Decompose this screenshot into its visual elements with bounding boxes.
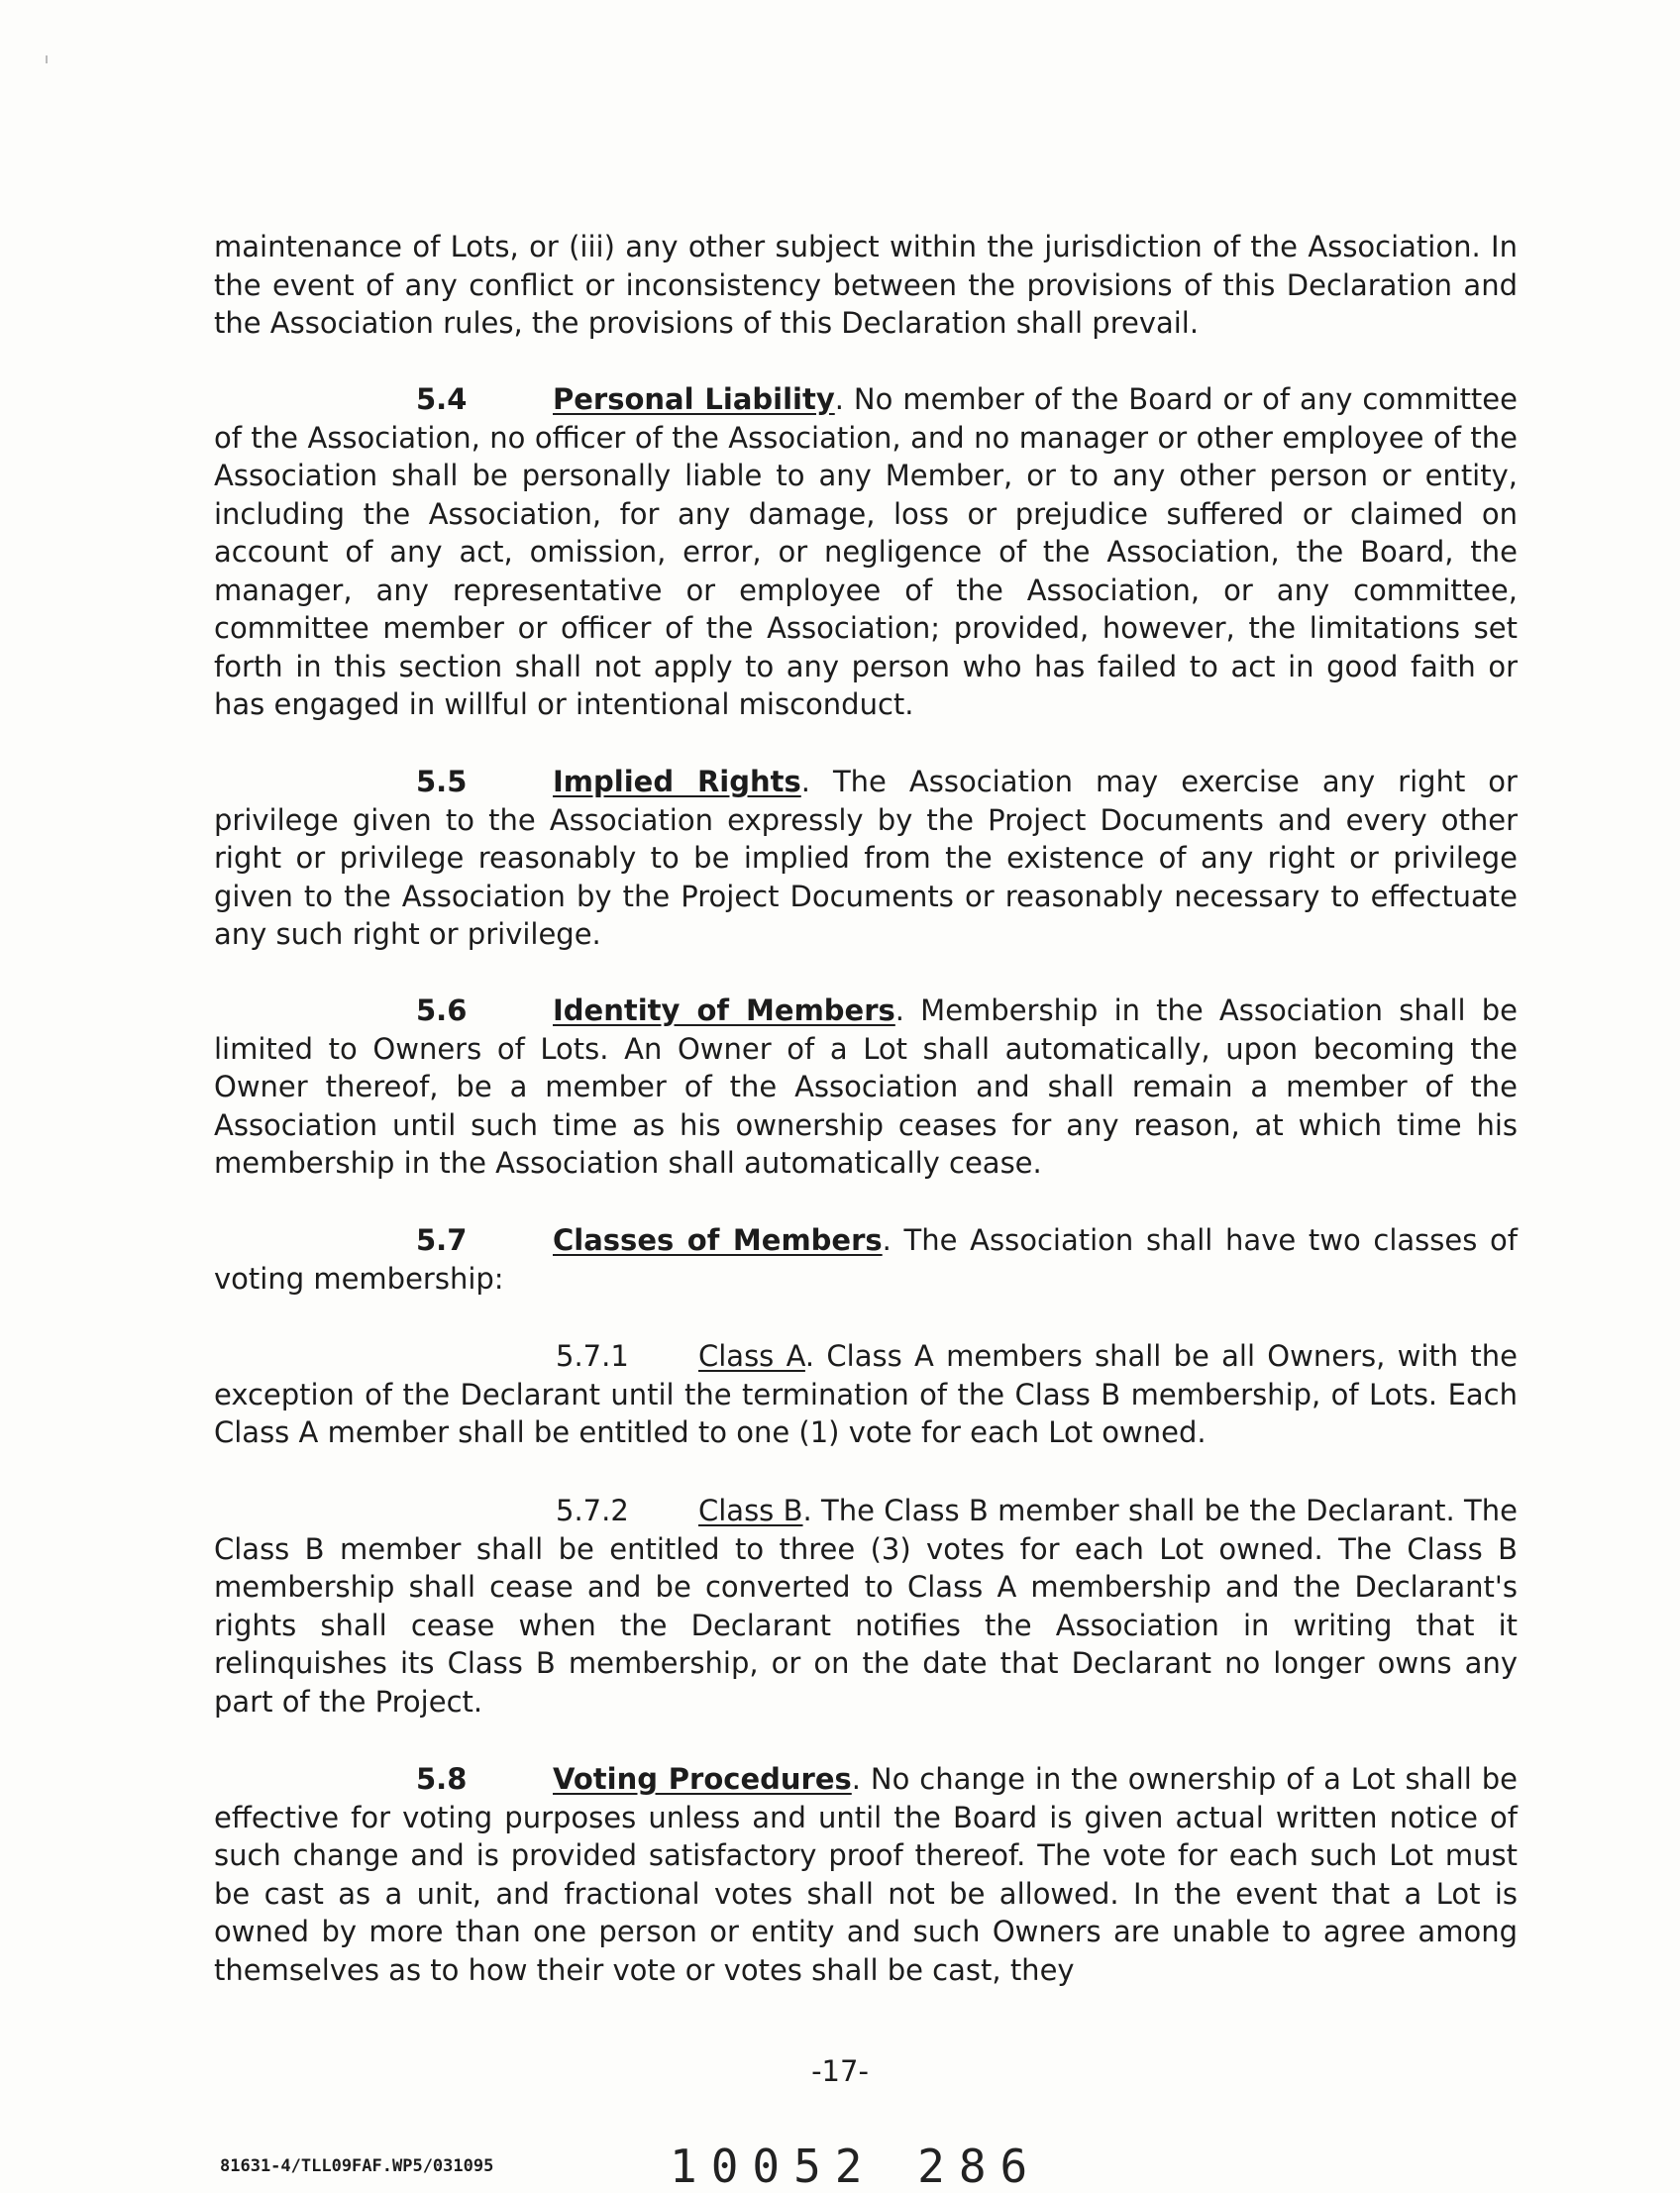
subsection-5-7-2 [214, 1492, 1518, 1721]
section-5-8 [214, 1760, 1518, 1989]
section-number: 5.6 [416, 993, 468, 1027]
subsection-number: 5.7.2 [556, 1494, 629, 1527]
section-5-4 [214, 380, 1518, 724]
section-title: Identity of Members [553, 993, 895, 1027]
section-body: . No change in the ownership of a Lot shall be effective for voting purposes unless and until the Board is given actual written notice of such change and is provided satisfactory proof thereof. The vote for each such Lot must be cast as a unit, and fractional votes shall not be allowed. In the event that a Lot is owned by more than one person or entity and such Owners are unable to agree among themselves as to how their vote or votes shall be cast, they [214, 1762, 1518, 1987]
section-body: . The Association may exercise any right or privilege given to the Association expressly by the Project Documents and every other right or privilege reasonably to be implied from the existence of any right or privilege given to the Association by the Project Documents or reasonably necessary to effectuate any such right or privilege. [214, 765, 1518, 951]
intro-paragraph: maintenance of Lots, or (iii) any other subject within the jurisdiction of the Association. In the event of any conflict or inconsistency between the provisions of this Declaration and the Association rules, the provisions of this Declaration shall prevail. [214, 230, 1518, 340]
section-title: Classes of Members [553, 1223, 883, 1257]
section-number: 5.7 [416, 1223, 468, 1257]
section-body: . The Association shall have two classes of voting membership: [214, 1223, 1518, 1296]
section-number: 5.5 [416, 765, 468, 798]
section-5-6 [214, 992, 1518, 1183]
subsection-body: . Class A members shall be all Owners, with the exception of the Declarant until the termination of the Class B membership, of Lots. Each Class A member shall be entitled to one (1) vote for each Lot owned. [214, 1339, 1518, 1449]
document-code: 81631-4/TLL09FAF.WP5/031095 [220, 2156, 494, 2176]
section-title: Personal Liability [553, 382, 835, 416]
section-number: 5.4 [416, 382, 468, 416]
section-title: Voting Procedures [553, 1762, 852, 1796]
section-body: . Membership in the Association shall be limited to Owners of Lots. An Owner of a Lot shall automatically, upon becoming the Owner thereof, be a member of the Association and shall remain a member of the Association until such time as his ownership ceases for any reason, at which time his membership in the Association shall automatically cease. [214, 993, 1518, 1180]
page-number: -17- [811, 2054, 869, 2088]
subsection-body: . The Class B member shall be the Declarant. The Class B member shall be entitled to three (3) votes for each Lot owned. The Class B membership shall cease and be converted to Class A membership and the Declarant's rights shall cease when the Declarant notifies the Association in writing that it relinquishes its Class B membership, or on the date that Declarant no longer owns any part of the Project. [214, 1494, 1518, 1719]
section-title: Implied Rights [553, 765, 801, 798]
subsection-number: 5.7.1 [556, 1339, 629, 1373]
subsection-title: Class B [698, 1494, 803, 1527]
recording-number: 10052 286 [670, 2140, 1042, 2193]
section-number: 5.8 [416, 1762, 468, 1796]
subsection-5-7-1 [214, 1337, 1518, 1452]
section-5-5 [214, 763, 1518, 954]
section-5-7 [214, 1221, 1518, 1298]
subsection-title: Class A [698, 1339, 805, 1373]
section-body: . No member of the Board or of any committee of the Association, no officer of the Association, and no manager or other employee of the Association shall be personally liable to any Member, or to any other person or entity, including the Association, for any damage, loss or prejudice suffered or claimed on account of any act, omission, error, or negligence of the Association, the Board, the manager, any representative or employee of the Association, or any committee, committee member or officer of the Association; provided, however, the limitations set forth in this section shall not apply to any person who has failed to act in good faith or has engaged in willful or intentional misconduct. [214, 382, 1518, 721]
scan-mark [46, 55, 48, 63]
